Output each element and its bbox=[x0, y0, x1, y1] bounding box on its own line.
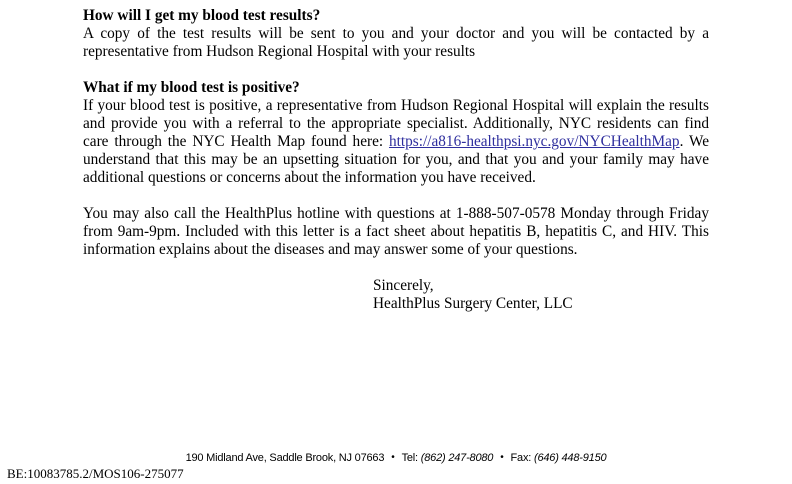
footer-bullet-2: • bbox=[500, 452, 504, 463]
question-heading-results: How will I get my blood test results? bbox=[83, 7, 321, 24]
question-heading-positive: What if my blood test is positive? bbox=[83, 79, 300, 96]
footer-fax-value: (646) 448-9150 bbox=[533, 452, 607, 464]
footer-tel-label: Tel: bbox=[401, 452, 418, 464]
letter-body bbox=[83, 7, 709, 313]
signature-name: HealthPlus Surgery Center, LLC bbox=[373, 295, 573, 312]
letter-footer bbox=[0, 452, 792, 464]
paragraph-hotline-info: You may also call the HealthPlus hotline with questions at 1-888-507-0578 Monday through Friday from 9am-9pm. Included with this letter is a fact sheet about hepatitis B, hepatitis C, and HIV. This information explains about the diseases and may answer some of your questions. bbox=[83, 205, 709, 258]
signature-closing: Sincerely, bbox=[373, 277, 434, 294]
signature-block bbox=[373, 277, 709, 313]
footer-fax-label: Fax: bbox=[510, 452, 532, 464]
health-map-link[interactable]: https://a816-healthpsi.nyc.gov/NYCHealthMap bbox=[388, 133, 680, 150]
document-reference-id: BE:10083785.2/MOS106-275077 bbox=[7, 466, 184, 481]
footer-tel-value: (862) 247-8080 bbox=[420, 452, 494, 464]
paragraph-positive-answer bbox=[83, 97, 709, 187]
paragraph-text-before-link: If your blood test is positive, a representative from Hudson Regional Hospital will explain the results and provide you with a referral to the appropriate specialist. Additionally, NYC residents can find care through the NYC Health Map found here: bbox=[83, 97, 709, 150]
footer-address: 190 Midland Ave, Saddle Brook, NJ 07663 bbox=[185, 452, 385, 464]
paragraph-results-answer: A copy of the test results will be sent to you and your doctor and you will be contacted by a representative from Hudson Regional Hospital with your results bbox=[83, 25, 709, 60]
footer-bullet-1: • bbox=[391, 452, 395, 463]
paragraph-text-after-link: . We understand that this may be an upsetting situation for you, and that you and your family may have additional questions or concerns about the information you have received. bbox=[83, 133, 710, 186]
